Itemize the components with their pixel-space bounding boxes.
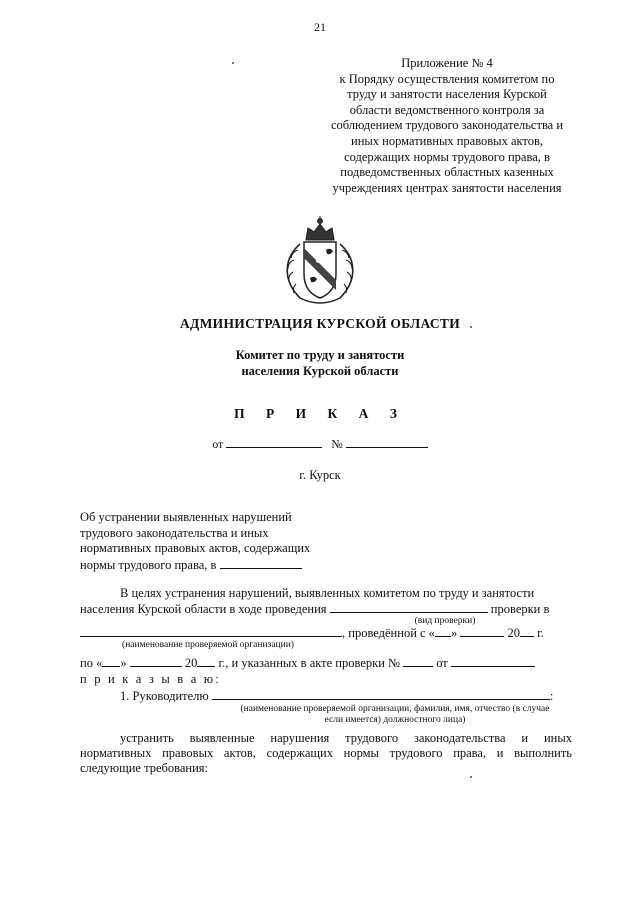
hint-check-type: (вид проверки)	[414, 616, 476, 626]
check-type-blank[interactable]	[330, 601, 488, 613]
act-date-blank[interactable]	[451, 655, 535, 667]
year-blank[interactable]	[197, 655, 215, 667]
paragraph-line	[80, 625, 544, 641]
item-label: 1. Руководителю	[120, 689, 209, 703]
committee-line: населения Курской области	[241, 363, 399, 378]
paragraph-text: по «	[80, 656, 103, 670]
order-word: п р и к а з ы в а ю:	[80, 672, 221, 686]
appendix-line: соблюдением трудового законодательства и	[330, 118, 564, 133]
paragraph-text: г., и указанных в акте проверки №	[218, 656, 400, 670]
paragraph-text: проверки в	[490, 602, 550, 616]
item-colon: :	[549, 689, 554, 703]
paragraph-line: В целях устранения нарушений, выявленных комитетом по труду и занятости	[120, 586, 535, 600]
requirement-line: следующие требования:	[80, 761, 209, 775]
day-blank[interactable]	[435, 625, 451, 637]
month-blank[interactable]	[460, 625, 504, 637]
appendix-line: области ведомственного контроля за	[349, 102, 545, 117]
appendix-line: к Порядку осуществления комитетом по	[339, 71, 555, 86]
organization-name-blank[interactable]	[80, 625, 342, 637]
scan-speck	[470, 326, 472, 328]
subject-line	[80, 557, 370, 574]
organization-blank[interactable]	[220, 557, 302, 569]
subject-line: Об устранении выявленных нарушений	[80, 510, 292, 524]
date-blank[interactable]	[226, 436, 322, 448]
appendix-block	[312, 56, 582, 196]
paragraph-text: , проведённой с «	[342, 626, 435, 640]
appendix-line: Приложение № 4	[401, 56, 493, 70]
requirement-line: устранить выявленные нарушения трудового законодательства и иных	[120, 731, 572, 745]
subject-line: трудового законодательства и иных	[80, 525, 269, 540]
scan-speck	[232, 62, 234, 64]
paragraph-line	[80, 655, 535, 671]
paragraph-text: »	[450, 626, 458, 640]
appendix-line: содержащих нормы трудового права, в	[344, 149, 550, 164]
date-prefix: от	[212, 437, 224, 451]
subject-line-text: нормы трудового права, в	[80, 557, 217, 572]
month-blank[interactable]	[130, 655, 182, 667]
head-blank[interactable]	[212, 688, 550, 700]
page-number: 21	[314, 20, 326, 34]
item-1	[120, 688, 553, 704]
city: г. Курск	[299, 468, 341, 482]
hint-organization: (наименование проверяемой организации)	[122, 640, 294, 650]
paragraph-line	[80, 601, 549, 617]
requirement-line: нормативных правовых актов, содержащих нормы трудового права, и выполнить	[80, 746, 572, 760]
committee-line: Комитет по труду и занятости	[235, 348, 405, 362]
year-blank[interactable]	[520, 625, 534, 637]
subject-block	[80, 510, 370, 573]
appendix-line: иных нормативных правовых актов,	[351, 133, 543, 148]
paragraph-text: населения Курской области в ходе проведения	[80, 602, 327, 616]
paragraph-text: »	[120, 656, 127, 670]
scan-speck	[470, 776, 472, 778]
appendix-line: труду и занятости населения Курской	[347, 87, 547, 102]
paragraph-text: 20	[184, 656, 198, 670]
paragraph-text: 20	[507, 626, 520, 640]
hint-head-line: если имеется) должностного лица)	[324, 715, 466, 725]
appendix-line: учреждениях центрах занятости населения	[332, 180, 562, 195]
hint-head-line: (наименование проверяемой организации, фамилия, имя, отчество (в случае	[240, 704, 550, 714]
administration-title: АДМИНИСТРАЦИЯ КУРСКОЙ ОБЛАСТИ	[179, 316, 461, 331]
date-number-line	[0, 436, 640, 452]
number-blank[interactable]	[346, 436, 428, 448]
number-prefix: №	[331, 437, 343, 451]
order-title: П Р И К А З	[234, 406, 406, 421]
kursk-coat-of-arms-icon	[270, 214, 370, 310]
appendix-line: подведомственных областных казенных	[340, 165, 554, 180]
committee-name	[0, 348, 640, 379]
paragraph-text: от	[436, 656, 448, 670]
act-number-blank[interactable]	[403, 655, 433, 667]
subject-line: нормативных правовых актов, содержащих	[80, 541, 311, 555]
day-blank[interactable]	[102, 655, 120, 667]
paragraph-text: г.	[537, 626, 544, 640]
